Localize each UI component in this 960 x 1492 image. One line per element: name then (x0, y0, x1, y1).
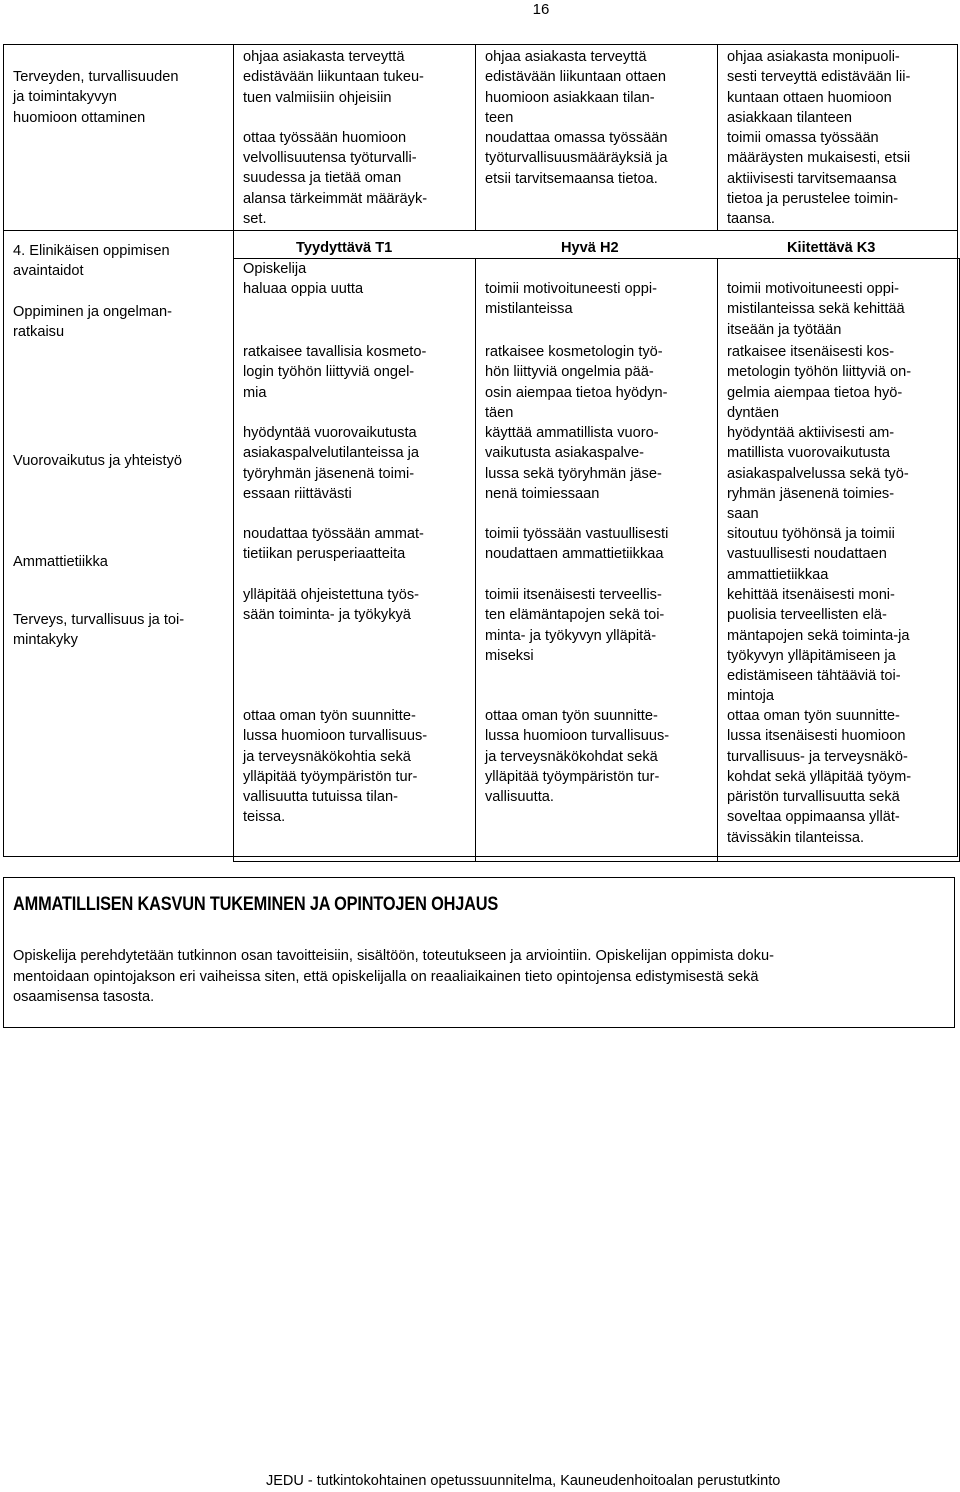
assessment-table (3, 44, 958, 857)
criteria-row-health (4, 45, 958, 231)
section4-grid (233, 258, 960, 862)
criterion-t1-2: ottaa työssään huomioon velvollisuutensa työturvalli- suudessa ja tietää oman alansa tärkeimmät määräyk- set. (243, 129, 428, 228)
k3-learning-2: ratkaisee itsenäisesti kos- metologin työhön liittyviä on- gelmia aiempaa tietoa hyö- dyntäen (727, 344, 912, 421)
area-ethics: Ammattietiikka (13, 554, 108, 570)
criterion-h2-1: ohjaa asiakasta terveyttä edistävään liikuntaan ottaen huomioon asiakkaan tilan- teen (485, 49, 666, 126)
grade-header-t1: Tyydyttävä T1 (296, 240, 393, 256)
h2-interaction: käyttää ammatillista vuoro- vaikutusta asiakaspalve- lussa sekä työryhmän jäse- nenä toimiessaan (485, 425, 662, 502)
criterion-k3-2: toimii omassa työssään määräysten mukaisesti, etsii aktiivisesti tarvitsemaansa tietoa ja perustelee toimin- taansa. (727, 130, 911, 228)
criteria-label: Terveyden, turvallisuuden ja toimintakyvyn huomioon ottaminen (13, 69, 179, 126)
t1-interaction: hyödyntää vuorovaikutusta asiakaspalvelutilanteissa ja työryhmän jäsenenä toimi- essaan riittävästi (243, 425, 420, 502)
section4-title: 4. Elinikäisen oppimisen avaintaidot (13, 243, 170, 280)
criterion-k3-1: ohjaa asiakasta monipuoli- sesti terveyttä edistävään lii- kuntaan ottaen huomioon asiakkaan tilanteen (727, 49, 911, 126)
page-footer: JEDU - tutkintokohtainen opetussuunnitelma, Kauneudenhoitoalan perustutkinto (266, 1473, 781, 1489)
guidance-body: Opiskelija perehdytetään tutkinnon osan tavoitteisiin, sisältöön, toteutukseen ja arviointiin. Opiskelijan oppimista doku- mentoidaan opintojakson eri vaiheissa siten, että opiskelijalla on reaaliaikainen tieto opintojensa edistymisestä sekä osaamisensa tasosta. (13, 948, 774, 1005)
criterion-h2-2: noudattaa omassa työssään työturvallisuusmääräyksiä ja etsii tarvitsemaansa tietoa. (485, 130, 668, 187)
area-interaction: Vuorovaikutus ja yhteistyö (13, 453, 182, 469)
t1-health-1: ylläpitää ohjeistettuna työs- sään toiminta- ja työkykyä (243, 587, 420, 624)
area-health-safety: Terveys, turvallisuus ja toi- mintakyky (13, 612, 185, 649)
page-number: 16 (532, 1, 550, 18)
t1-learning-1: haluaa oppia uutta (243, 281, 364, 298)
t1-health-2: ottaa oman työn suunnitte- lussa huomioon turvallisuus- ja terveysnäkökohtia sekä ylläpitää työympäristön tur- vallisuutta tutuissa tilan- teissa. (243, 708, 428, 826)
t1-ethics: noudattaa työssään ammat- tietiikan perusperiaatteita (243, 526, 424, 563)
h2-health-1: toimii itsenäisesti terveellis- ten elämäntapojen sekä toi- minta- ja työkyvyn ylläpitä- miseksi (485, 587, 665, 664)
h2-health-2: ottaa oman työn suunnitte- lussa huomioon turvallisuus- ja terveysnäkökohdat sekä ylläpitää työympäristön tur- vallisuutta. (485, 708, 670, 806)
t1-learning-2: ratkaisee tavallisia kosmeto- login työhön liittyviä ongel- mia (243, 344, 427, 401)
grade-header-k3: Kiitettävä K3 (787, 240, 876, 256)
criterion-t1-1: ohjaa asiakasta terveyttä edistävään liikuntaan tukeu- tuen valmiisiin ohjeisiin (243, 49, 424, 106)
area-learning: Oppiminen ja ongelman- ratkaisu (13, 304, 172, 341)
h2-learning-2: ratkaisee kosmetologin työ- hön liittyviä ongelmia pää- osin aiempaa tietoa hyödyn- täen (485, 344, 668, 421)
k3-ethics: sitoutuu työhönsä ja toimii vastuullisesti noudattaen ammattietiikkaa (727, 526, 895, 583)
k3-health-2: ottaa oman työn suunnitte- lussa itsenäisesti huomioon turvallisuus- ja terveysnäkö- kohdat sekä ylläpitää työym- päristön turvallisuutta sekä soveltaa oppimaansa yllät- tävissäkin tilanteissa. (727, 708, 912, 846)
k3-learning-1: toimii motivoituneesti oppi- mistilanteissa sekä kehittää itseään ja työtään (727, 281, 905, 338)
guidance-heading: AMMATILLISEN KASVUN TUKEMINEN JA OPINTOJEN OHJAUS (13, 894, 499, 915)
h2-ethics: toimii työssään vastuullisesti noudattaen ammattietiikkaa (485, 526, 669, 563)
h2-learning-1: toimii motivoituneesti oppi- mistilanteissa (485, 281, 657, 318)
k3-health-1: kehittää itsenäisesti moni- puolisia terveellisten elä- mäntapojen sekä toiminta-ja työkyvyn ylläpitämiseen ja edistämiseen tähtääviä toi- mintoja (727, 587, 910, 705)
section4-row (4, 231, 958, 857)
grade-header-h2: Hyvä H2 (561, 240, 619, 256)
guidance-box (3, 877, 955, 1028)
subject-label: Opiskelija (243, 261, 307, 277)
k3-interaction: hyödyntää aktiivisesti am- matillista vuorovaikutusta asiakaspalvelussa sekä työ- ryhmän jäsenenä toimies- saan (727, 425, 909, 523)
